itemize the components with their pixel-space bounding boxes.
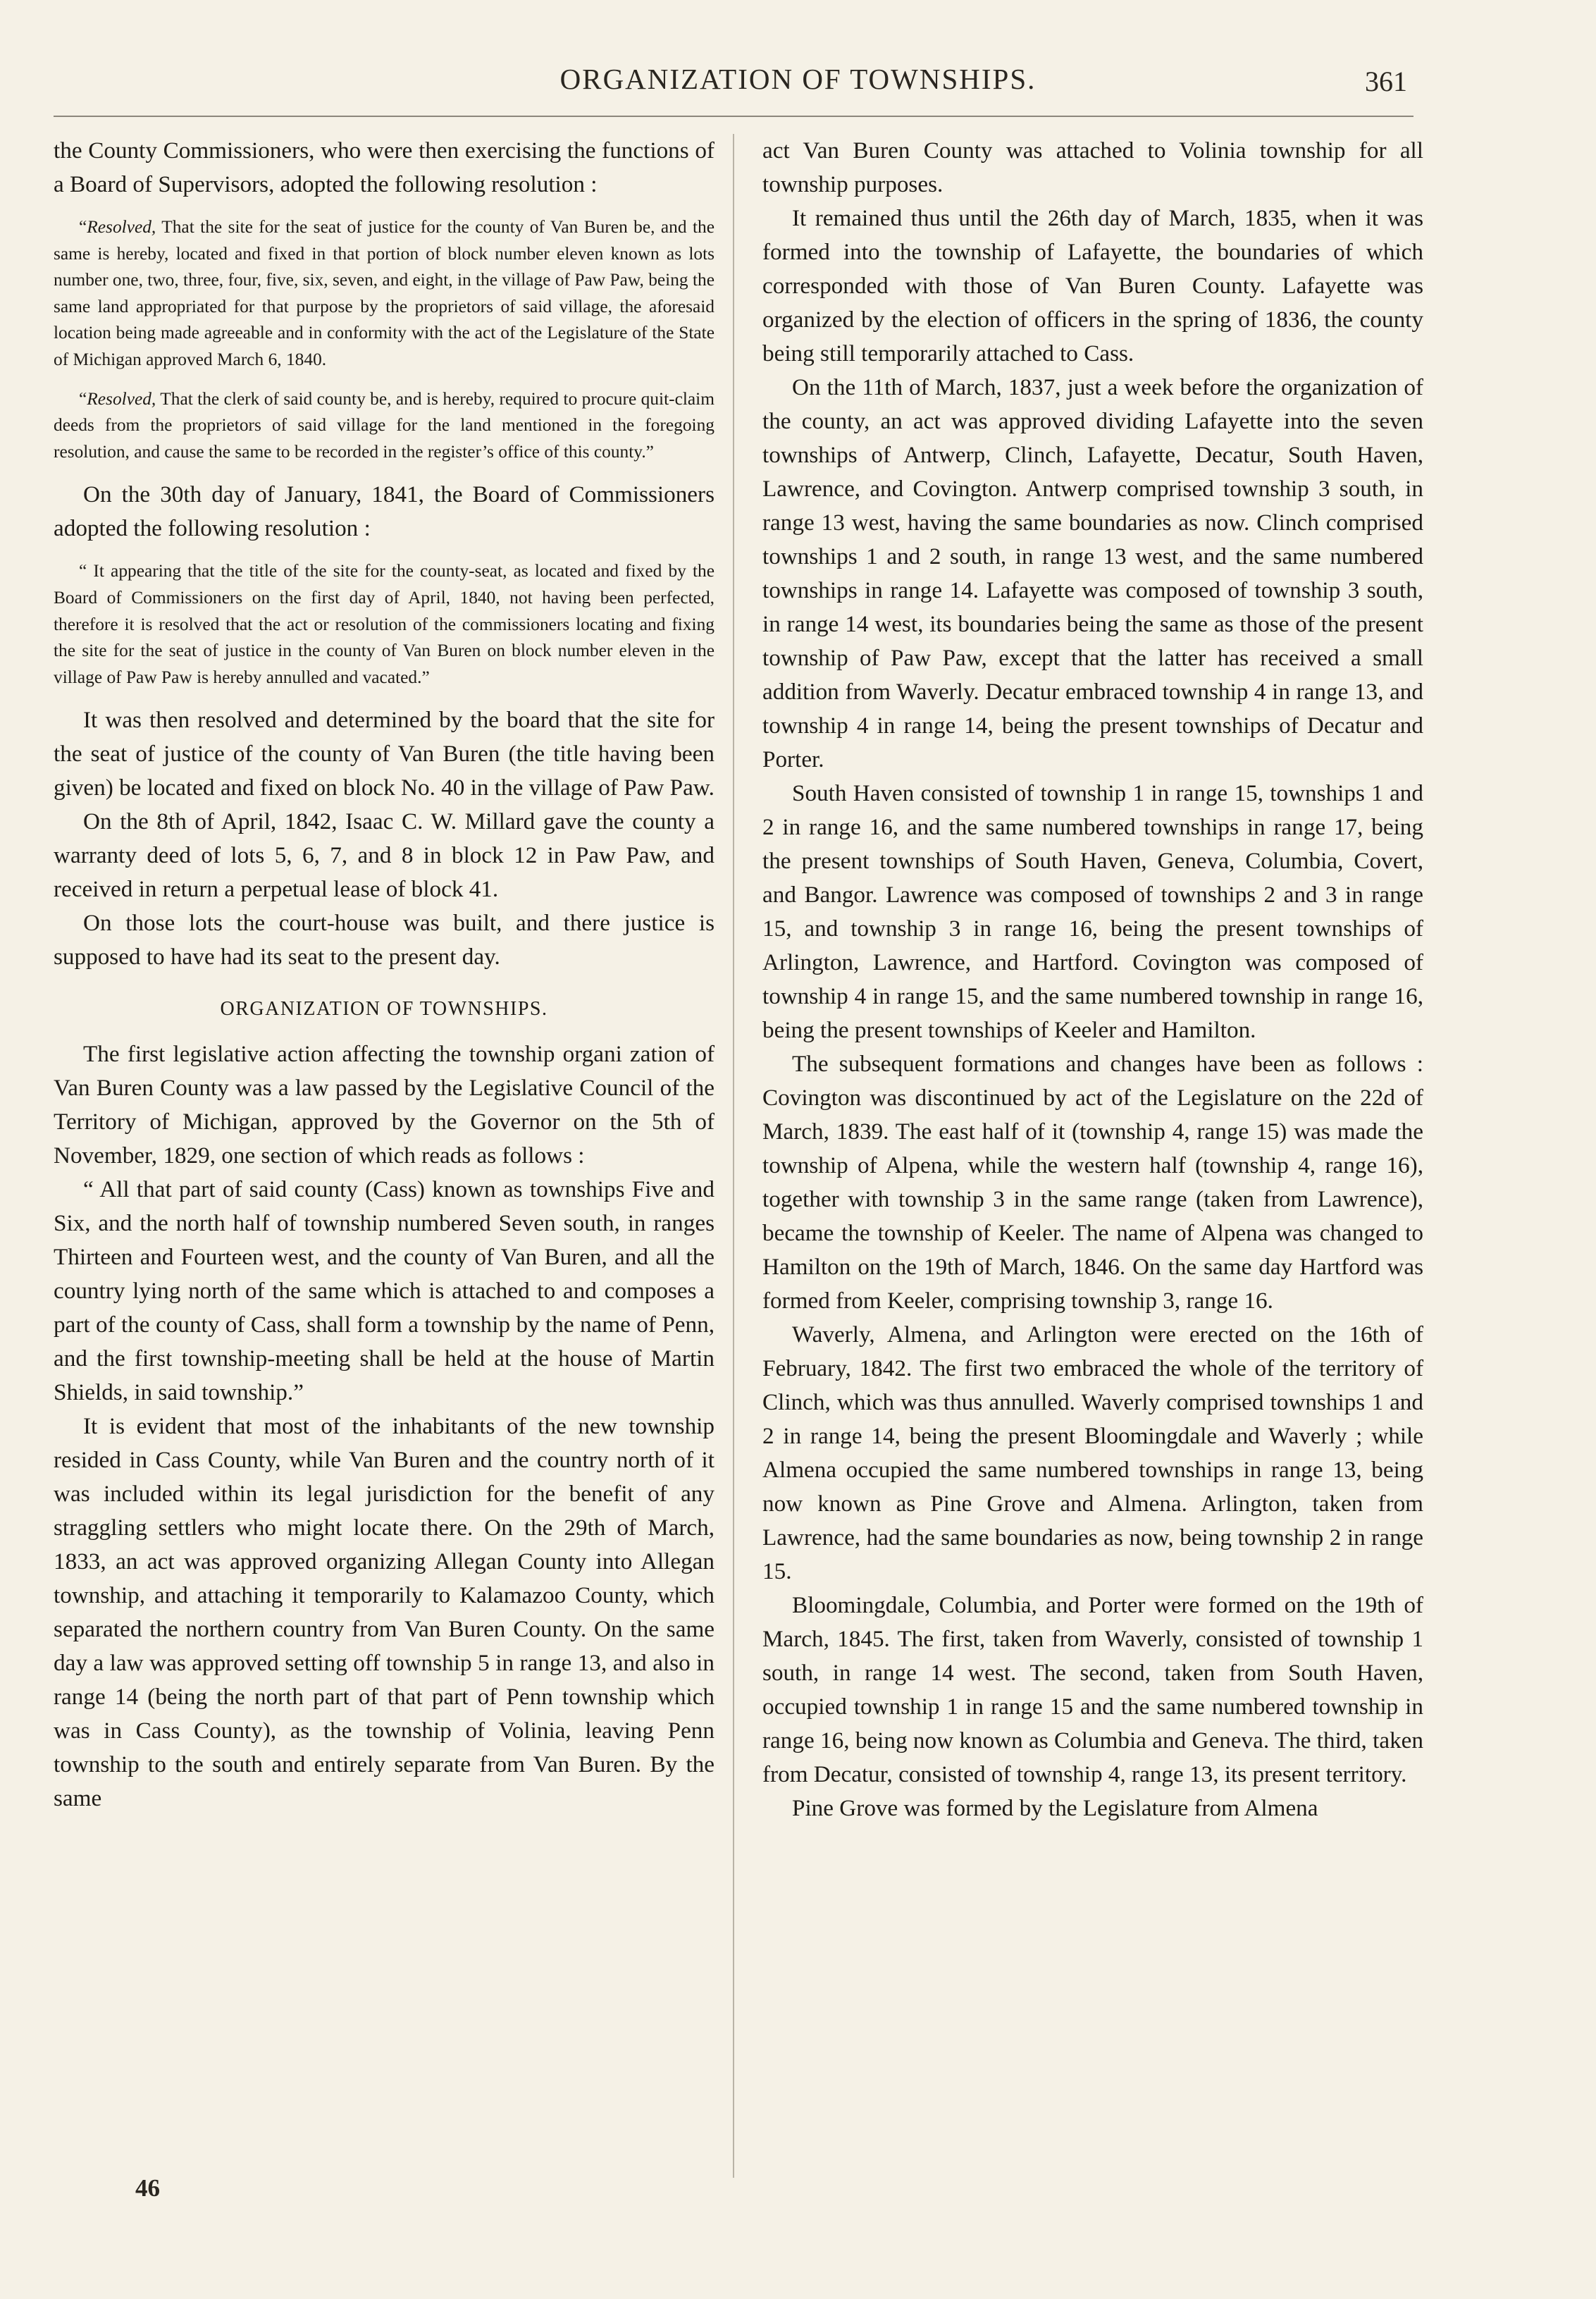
quote-mark: “: [79, 217, 87, 237]
resolution-quote: “ It appearing that the title of the site for the county-seat, as located and fixed by the Board of Commissioners on the first day of April, 1840, not having been perfected, therefore it is resolved that the act or resolution of the commissioners locating and fixing the site for the seat of justice in the county of Van Buren on block number eleven in the village of Paw Paw is hereby annulled and vacated.”: [54, 561, 715, 687]
paragraph: Waverly, Almena, and Arlington were erected on the 16th of February, 1842. The first two embraced the whole of the territory of Clinch, which was thus annulled. Waverly comprised townships 1 and 2 in range 14, being the present Bloomingdale and Waverly ; while Almena occupied the same numbered townships in range 13, being now known as Pine Grove and Almena. Arlington, taken from Lawrence, had the same boundaries as now, being township 2 in range 15.: [762, 1321, 1423, 1584]
right-column: [762, 134, 1423, 1825]
resolution-text: That the clerk of said county be, and is hereby, required to procure quit-claim deeds from the proprietors of said village for the land mentioned in the foregoing resolution, and cause the same to be recorded in the register’s office of this county.”: [54, 388, 715, 462]
running-head-title: ORGANIZATION OF TOWNSHIPS.: [559, 63, 1037, 95]
page-number: 361: [1365, 66, 1407, 97]
resolution-quote: [54, 386, 715, 466]
paragraph: act Van Buren County was attached to Volinia township for all township purposes.: [762, 137, 1423, 197]
paragraph: On those lots the court-house was built, and there justice is supposed to have had its seat to the present day.: [54, 910, 715, 970]
paragraph: the County Commissioners, who were then exercising the functions of a Board of Supervisors, adopted the following resolution :: [54, 137, 715, 197]
paragraph: It is evident that most of the inhabitants of the new township resided in Cass County, while Van Buren and the country north of it was included within its legal jurisdiction for the benefit of any straggling settlers who might locate there. On the 29th of March, 1833, an act was approved organizing Allegan County into Allegan township, and attaching it temporarily to Kalamazoo County, which separated the northern country from Van Buren County. On the same day a law was approved setting off township 5 in range 13, and also in range 14 (being the north part of that part of Penn township which was in Cass County), as the township of Volinia, leaving Penn township to the south and entirely separate from Van Buren. By the same: [54, 1413, 715, 1812]
left-column: [54, 134, 715, 1816]
section-heading: ORGANIZATION OF TOWNSHIPS.: [220, 998, 548, 1021]
resolution-quote: [54, 214, 715, 374]
resolution-text: That the site for the seat of justice for the county of Van Buren be, and the same is hereby, located and fixed in that portion of block number eleven known as lots number one, two, three, four, five, six, seven, and eight, in the village of Paw Paw, being the same land appropriated for that purpose by the proprietors of said village, the aforesaid location being made agreeable and in conformity with the act of the Legislature of the State of Michigan approved March 6, 1840.: [54, 217, 715, 369]
paragraph: The first legislative action affecting the township organi zation of Van Buren County was a law passed by the Legislative Council of the Territory of Michigan, approved by the Governor on the 5th of November, 1829, one section of which reads as follows :: [54, 1041, 715, 1169]
signature-mark: 46: [135, 2174, 160, 2202]
column-divider: [733, 134, 734, 2178]
paragraph: Bloomingdale, Columbia, and Porter were formed on the 19th of March, 1845. The first, taken from Waverly, consisted of township 1 south, in range 14 west. The second, taken from South Haven, occupied township 1 in range 15 and the same numbered township in range 16, being now known as Columbia and Geneva. The third, taken from Decatur, consisted of township 4, range 13, its present territory.: [762, 1592, 1423, 1787]
paragraph: On the 8th of April, 1842, Isaac C. W. Millard gave the county a warranty deed of lots 5, 6, 7, and 8 in block 12 in Paw Paw, and received in return a perpetual lease of block 41.: [54, 808, 715, 903]
resolved-word: Resolved,: [87, 388, 156, 409]
paragraph: It remained thus until the 26th day of March, 1835, when it was formed into the township of Lafayette, the boundaries of which corresponded with those of Van Buren County. Lafayette was organized by the election of officers in the spring of 1836, the county being still temporarily attached to Cass.: [762, 205, 1423, 366]
header-rule: [54, 116, 1413, 117]
paragraph: Pine Grove was formed by the Legislature from Almena: [792, 1795, 1318, 1821]
paragraph: “ All that part of said county (Cass) known as townships Five and Six, and the north half of township numbered Seven south, in ranges Thirteen and Fourteen west, and the county of Van Buren, and all the country lying north of the same which is attached to and composes a part of the county of Cass, shall form a township by the name of Penn, and the first township-meeting shall be held at the house of Martin Shields, in said township.”: [54, 1176, 715, 1406]
paragraph: On the 30th day of January, 1841, the Board of Commissioners adopted the following resolution :: [54, 481, 715, 542]
paragraph: It was then resolved and determined by the board that the site for the seat of justice of the county of Van Buren (the title having been given) be located and fixed on block No. 40 in the village of Paw Paw.: [54, 707, 715, 801]
paragraph: The subsequent formations and changes have been as follows : Covington was discontinued by act of the Legislature on the 22d of March, 1839. The east half of it (township 4, range 15) was made the township of Alpena, while the western half (township 4, range 16), together with township 3 in the same range (taken from Lawrence), became the township of Keeler. The name of Alpena was changed to Hamilton on the 19th of March, 1846. On the same day Hartford was formed from Keeler, comprising township 3, range 16.: [762, 1051, 1423, 1314]
paragraph: South Haven consisted of township 1 in range 15, townships 1 and 2 in range 16, and the same numbered townships in range 17, being the present townships of South Haven, Geneva, Columbia, Covert, and Bangor. Lawrence was composed of townships 2 and 3 in range 15, and township 3 in range 16, being the present townships of Arlington, Lawrence, and Hartford. Covington was composed of township 4 in range 15, and the same numbered township in range 16, being the present townships of Keeler and Hamilton.: [762, 780, 1423, 1043]
quote-mark: “: [79, 388, 87, 409]
resolved-word: Resolved,: [87, 217, 156, 237]
paragraph: On the 11th of March, 1837, just a week before the organization of the county, an act was approved dividing Lafayette into the seven townships of Antwerp, Clinch, Lafayette, Decatur, South Haven, Lawrence, and Covington. Antwerp comprised township 3 south, in range 13 west, having the same boundaries as now. Clinch comprised townships 1 and 2 south, in range 13 west, and the same numbered townships in range 14. Lafayette was composed of township 3 south, in range 14 west, its boundaries being the same as those of the present township of Paw Paw, except that the latter has received a small addition from Waverly. Decatur embraced township 4 in range 13, and township 4 in range 14, being the present townships of Decatur and Porter.: [762, 374, 1423, 772]
